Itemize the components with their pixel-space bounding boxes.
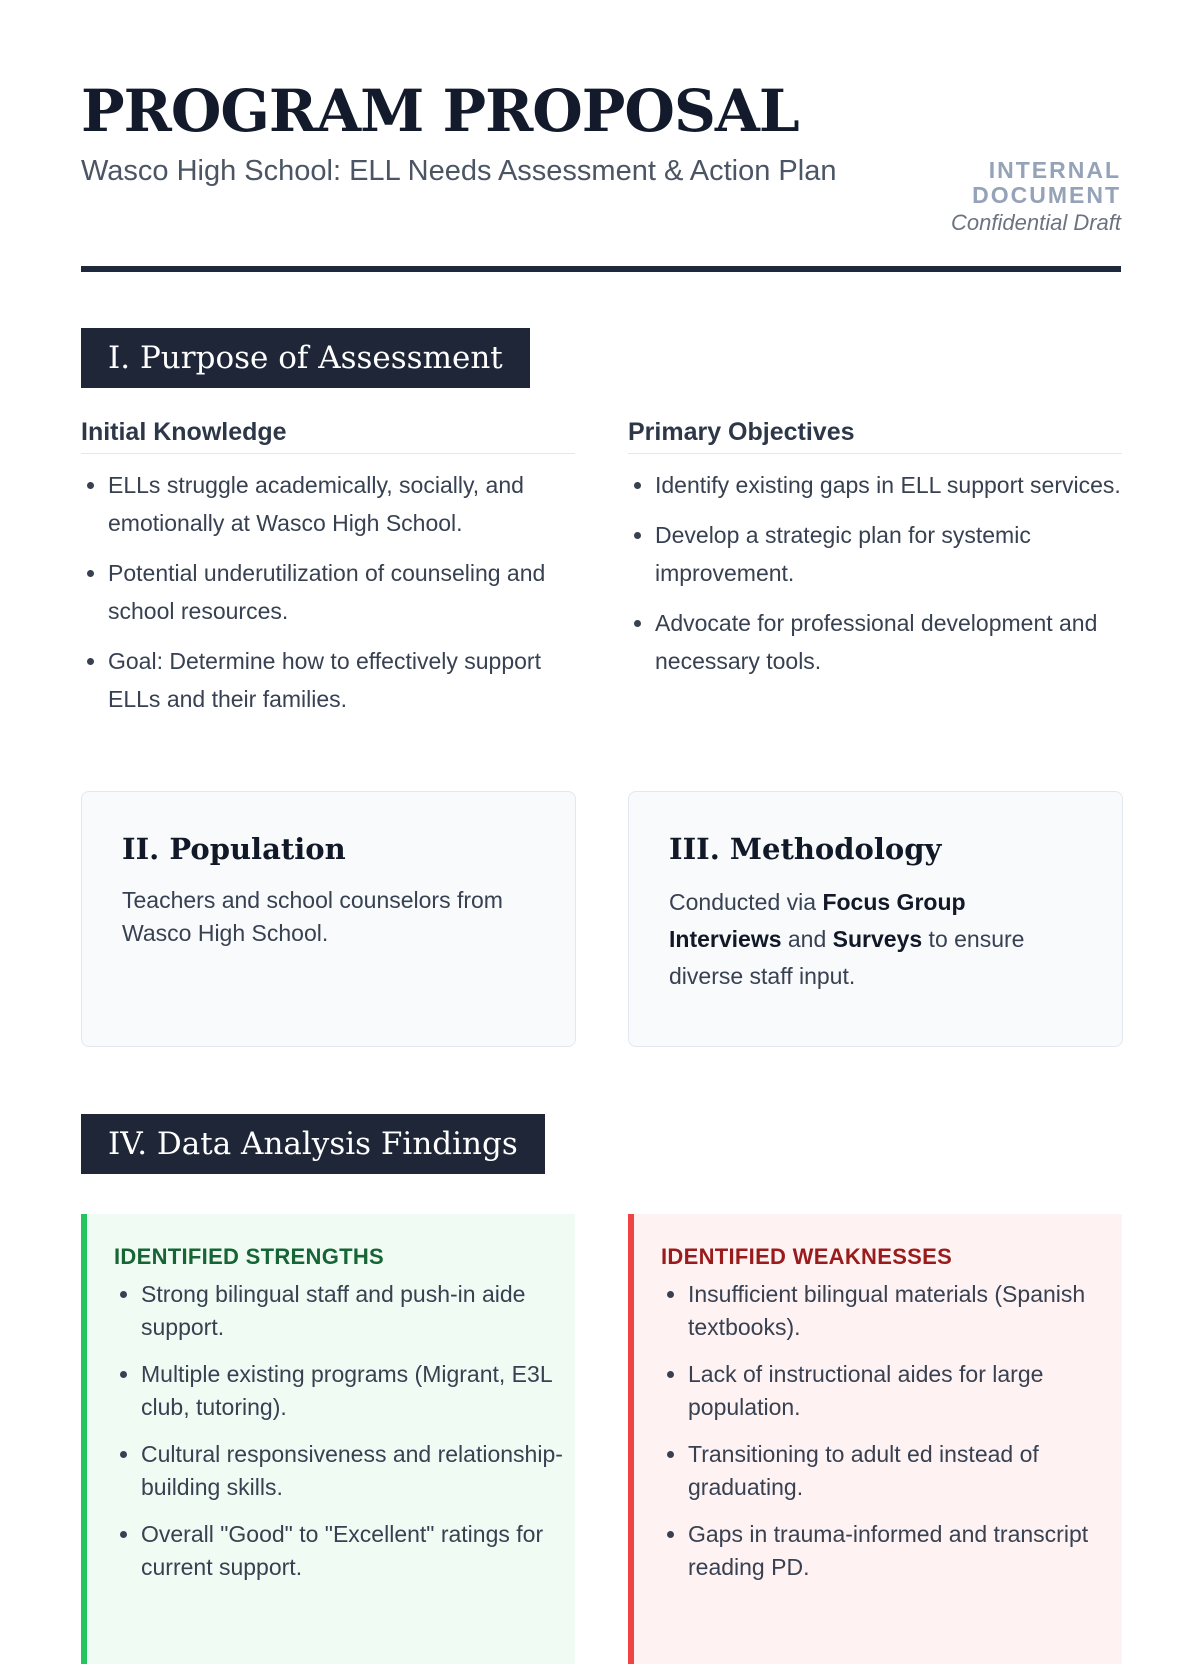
initial-knowledge-list bbox=[81, 466, 575, 718]
list-item: • Advocate for professional development and necessary tools. bbox=[655, 604, 1122, 680]
list-item: • Overall "Good" to "Excellent" ratings for current support. bbox=[141, 1518, 575, 1584]
population-card bbox=[81, 791, 576, 1047]
list-item: • Strong bilingual staff and push-in aide support. bbox=[141, 1278, 575, 1344]
primary-objectives-list bbox=[628, 466, 1122, 680]
methodology-text-part: Conducted via bbox=[669, 889, 823, 915]
list-item: • Goal: Determine how to effectively support ELLs and their families. bbox=[108, 642, 575, 718]
list-item: • Insufficient bilingual materials (Spanish textbooks). bbox=[688, 1278, 1122, 1344]
section-heading-findings: IV. Data Analysis Findings bbox=[81, 1114, 545, 1174]
methodology-card bbox=[628, 791, 1123, 1047]
strengths-panel bbox=[81, 1214, 575, 1664]
strengths-list bbox=[114, 1278, 575, 1584]
initial-knowledge-column bbox=[81, 418, 575, 730]
page-subtitle: Wasco High School: ELL Needs Assessment & Action Plan bbox=[81, 155, 837, 187]
weaknesses-title: IDENTIFIED WEAKNESSES bbox=[661, 1244, 953, 1269]
list-item: • Cultural responsiveness and relationship-building skills. bbox=[141, 1438, 575, 1504]
population-text: Teachers and school counselors from Wasco High School. bbox=[122, 887, 503, 946]
header-divider bbox=[81, 266, 1121, 272]
methodology-text bbox=[669, 884, 1082, 995]
methodology-title: III. Methodology bbox=[669, 832, 942, 866]
list-item: • Multiple existing programs (Migrant, E3L club, tutoring). bbox=[141, 1358, 575, 1424]
list-item: • Lack of instructional aides for large population. bbox=[688, 1358, 1122, 1424]
list-item: • Transitioning to adult ed instead of graduating. bbox=[688, 1438, 1122, 1504]
list-item: • Develop a strategic plan for systemic improvement. bbox=[655, 516, 1122, 592]
weaknesses-panel bbox=[628, 1214, 1122, 1664]
list-item: • Identify existing gaps in ELL support services. bbox=[655, 466, 1122, 504]
methodology-bold-term: Focus Group Interviews bbox=[669, 889, 966, 952]
document-classification bbox=[951, 158, 1121, 236]
list-item: • Gaps in trauma-informed and transcript reading PD. bbox=[688, 1518, 1122, 1584]
list-item: • Potential underutilization of counseling and school resources. bbox=[108, 554, 575, 630]
internal-document-label: INTERNAL DOCUMENT bbox=[972, 157, 1121, 208]
document-header bbox=[81, 0, 1121, 276]
confidential-draft-label: Confidential Draft bbox=[951, 210, 1121, 235]
list-item: • ELLs struggle academically, socially, and emotionally at Wasco High School. bbox=[108, 466, 575, 542]
section-heading-purpose: I. Purpose of Assessment bbox=[81, 328, 530, 388]
weaknesses-list bbox=[661, 1278, 1122, 1584]
methodology-text-part: to ensure diverse staff input. bbox=[669, 926, 1025, 989]
methodology-text-part: and bbox=[781, 926, 833, 952]
proposal-page bbox=[81, 0, 1121, 1580]
methodology-bold-term: Surveys bbox=[832, 926, 923, 952]
primary-objectives-column bbox=[628, 418, 1122, 692]
strengths-title: IDENTIFIED STRENGTHS bbox=[114, 1244, 385, 1269]
initial-knowledge-title: Initial Knowledge bbox=[81, 418, 575, 454]
population-title: II. Population bbox=[122, 832, 346, 866]
page-title: PROGRAM PROPOSAL bbox=[81, 77, 799, 145]
primary-objectives-title: Primary Objectives bbox=[628, 418, 1122, 454]
